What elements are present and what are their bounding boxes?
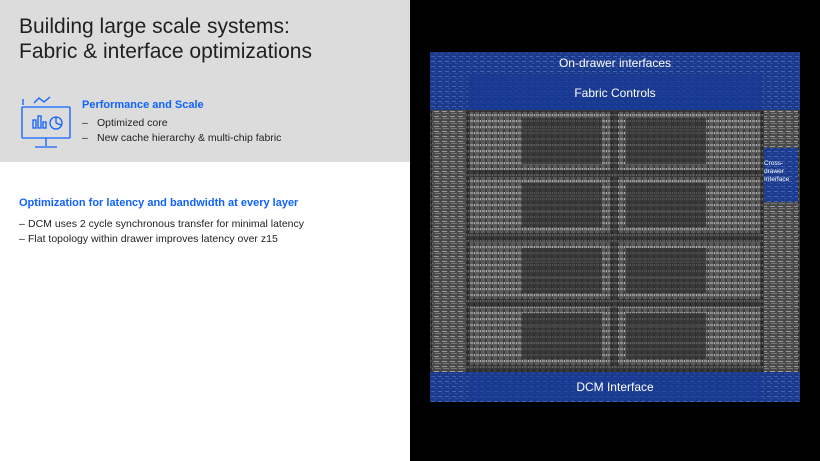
chip-panel [410,0,820,461]
fabric-controls-label: Fabric Controls [574,86,656,100]
optimization-list [19,217,304,247]
list-item: – DCM uses 2 cycle synchronous transfer for minimal latency [19,217,304,232]
performance-heading: Performance and Scale [82,99,204,111]
performance-list [82,116,281,146]
dcm-interface-label: DCM Interface [576,380,654,394]
title-line-2: Fabric & interface optimizations [19,40,312,63]
slide-title [19,14,312,64]
monitor-chart-icon [20,96,72,152]
cross-label-line: Cross- [764,160,784,167]
list-item: – Optimized core [82,116,281,131]
cross-label-line: drawer [764,168,784,175]
list-item: – Flat topology within drawer improves latency over z15 [19,232,304,247]
list-item: – New cache hierarchy & multi-chip fabric [82,131,281,146]
cross-drawer-interface-label [764,160,798,184]
optimization-heading: Optimization for latency and bandwidth at every layer [19,197,299,209]
title-line-1: Building large scale systems: [19,15,290,38]
on-drawer-interfaces-label: On-drawer interfaces [558,56,672,70]
cross-label-line: Interface [764,176,790,183]
